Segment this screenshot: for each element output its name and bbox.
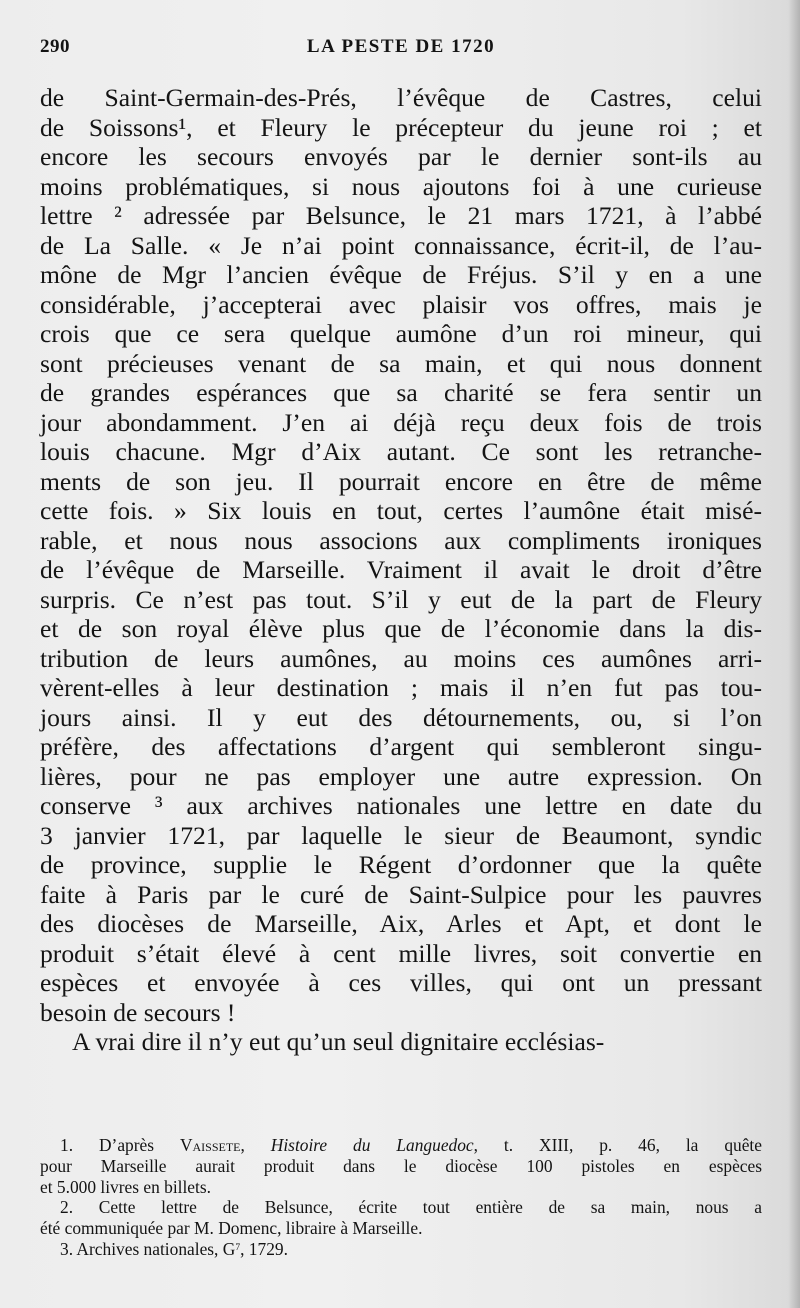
footnote-1-pre: D’après <box>98 1135 155 1155</box>
footnote-2-line-2: été communiquée par M. Domenc, libraire à Marseille. <box>40 1218 423 1239</box>
text-line: jour abondamment. J’en ai déjà reçu deux fois de trois <box>40 407 762 437</box>
text-line: de Saint-Germain-des-Prés, l’évêque de Castres, celui <box>40 83 762 112</box>
text-line: crois que ce sera quelque aumône d’un roi mineur, qui <box>40 319 762 348</box>
footnote-1-rest: , t. XIII, p. 46, la quête <box>473 1135 762 1155</box>
text-line: mône de Mgr l’ancien évêque de Fréjus. S’il y en a une <box>40 260 762 289</box>
footnote-3 <box>40 1239 762 1260</box>
footnote-1-author: Vaissete <box>179 1135 241 1155</box>
text-line: surpris. Ce n’est pas tout. S’il y eut de la part de Fleury <box>40 584 762 614</box>
text-line: de province, supplie le Régent d’ordonner que la quête <box>40 850 762 879</box>
text-line: encore les secours envoyés par le dernier sont-ils au <box>40 142 762 171</box>
text-line: A vrai dire il n’y eut qu’un seul dignitaire ecclésias- <box>72 1027 605 1056</box>
text-line: tribution de leurs aumônes, au moins ces aumônes arri- <box>40 643 762 673</box>
text-line: louis chacune. Mgr d’Aix autant. Ce sont les retranche- <box>40 437 762 466</box>
running-head <box>40 36 762 60</box>
text-line: ments de son jeu. Il pourrait encore en être de même <box>40 466 762 496</box>
text-line: préfère, des affectations d’argent qui sembleront singu- <box>40 732 762 761</box>
footnote-1-title: Histoire du Languedoc <box>270 1135 474 1155</box>
text-line: moins problématiques, si nous ajoutons foi à une curieuse <box>40 171 762 201</box>
text-line: de grandes espérances que sa charité se fera sentir un <box>40 378 762 407</box>
text-line: et de son royal élève plus que de l’économie dans la dis- <box>40 614 762 643</box>
footnote-3-post: , 1729. <box>240 1238 288 1259</box>
text-line: de La Salle. « Je n’ai point connaissance, écrit-il, de l’au- <box>40 230 762 260</box>
text-line: de l’évêque de Marseille. Vraiment il avait le droit d’être <box>40 555 762 584</box>
text-line: espèces et envoyée à ces villes, qui ont un pressant <box>40 968 762 997</box>
text-line: de Soissons¹, et Fleury le précepteur du jeune roi ; et <box>40 112 762 142</box>
running-title: LA PESTE DE 1720 <box>306 36 496 57</box>
text-line: produit s’était élevé à cent mille livres, soit convertie en <box>40 938 762 968</box>
text-line: besoin de secours ! <box>40 997 236 1027</box>
footnote-1-line-2: pour Marseille aurait produit dans le diocèse 100 pistoles en espèces <box>40 1155 762 1176</box>
main-text <box>40 83 762 1057</box>
text-line: sont précieuses venant de sa main, et qui nous donnent <box>40 348 762 378</box>
footnote-3-sup: 7 <box>235 1241 241 1253</box>
footnote-1: 1. D’après Vaissete, Histoire du Languedoc, t. XIII, p. 46, la quête <box>60 1135 762 1155</box>
text-line: lières, pour ne pas employer une autre expression. On <box>40 761 762 791</box>
footnote-1-line-3: et 5.000 livres en billets. <box>40 1176 211 1197</box>
text-line: rable, et nous nous associons aux compliments ironiques <box>40 525 762 555</box>
text-line: vèrent-elles à leur destination ; mais il n’en fut pas tou- <box>40 673 762 702</box>
text-line: cette fois. » Six louis en tout, certes l’aumône était misé- <box>40 496 762 525</box>
text-line: des diocèses de Marseille, Aix, Arles et Apt, et dont le <box>40 909 762 938</box>
page-number: 290 <box>40 36 70 57</box>
text-line: 3 janvier 1721, par laquelle le sieur de Beaumont, syndic <box>40 820 762 850</box>
footnote-2: 2. Cette lettre de Belsunce, écrite tout entière de sa main, nous a <box>60 1197 762 1218</box>
footnotes <box>40 1135 762 1260</box>
footnote-3-text: 3. Archives nationales, G <box>60 1238 236 1259</box>
text-line: lettre ² adressée par Belsunce, le 21 mars 1721, à l’abbé <box>40 201 762 230</box>
footnote-1-number: 1. <box>60 1135 74 1155</box>
text-line: considérable, j’accepterai avec plaisir vos offres, mais je <box>40 289 762 319</box>
text-line: conserve ³ aux archives nationales une lettre en date du <box>40 791 762 820</box>
text-line: jours ainsi. Il y eut des détournements, ou, si l’on <box>40 702 762 732</box>
page-edge-shadow <box>788 0 800 1308</box>
text-line: faite à Paris par le curé de Saint-Sulpice pour les pauvres <box>40 879 762 909</box>
